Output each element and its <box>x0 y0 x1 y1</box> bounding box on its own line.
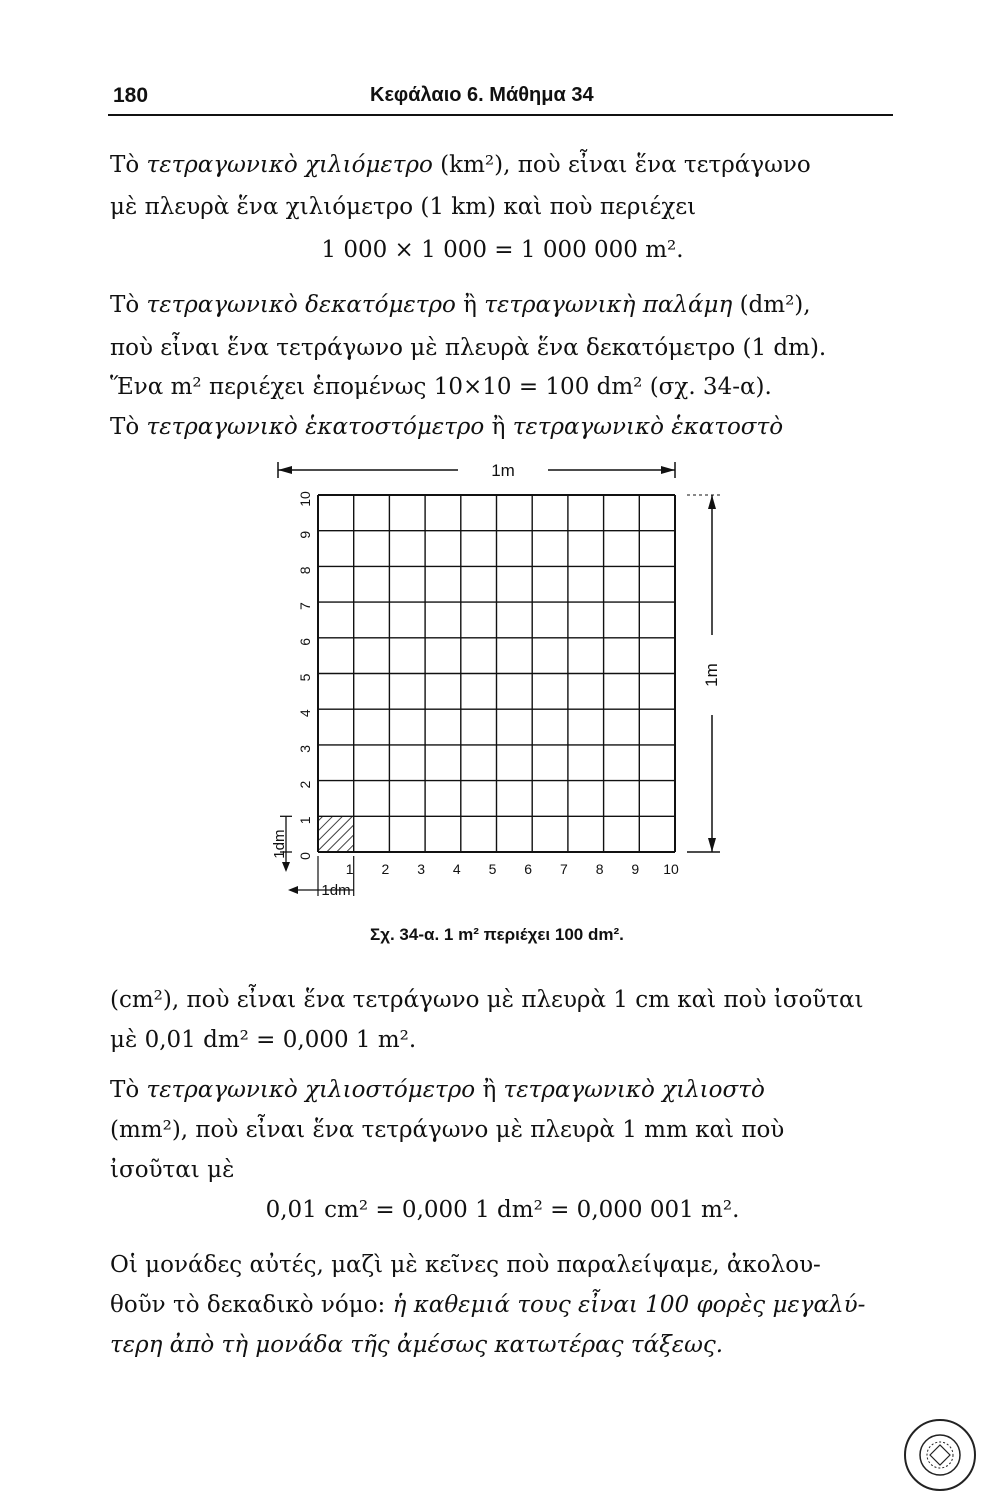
formula-2: 0,01 cm² = 0,000 1 dm² = 0,000 001 m². <box>265 1197 740 1223</box>
y-tick-label: 5 <box>297 673 313 682</box>
header-rule <box>108 114 893 116</box>
term-mm2-alt: τετραγωνικὸ χιλιοστὸ <box>503 1077 765 1103</box>
term-dm2: τετραγωνικὸ δεκατόμετρο <box>146 292 456 318</box>
p2-line-2: ποὺ εἶναι ἕνα τετράγωνο μὲ πλευρὰ ἕνα δεκατόμετρο (1 dm). <box>110 335 827 361</box>
arrowhead <box>661 466 675 474</box>
figure-caption: Σχ. 34-α. 1 m² περιέχει 100 dm². <box>370 925 624 944</box>
hatched-dm2-cell <box>318 816 354 852</box>
y-tick-label: 4 <box>297 709 313 718</box>
x-tick-label: 6 <box>524 861 533 877</box>
arrowhead <box>278 466 292 474</box>
p5-line-3: τερη ἀπὸ τὴ μονάδα τῆς ἀμέσως κατωτέρας τάξεως. <box>110 1332 724 1358</box>
p1-line-1: Τὸ τετραγωνικὸ χιλιόμετρο (km²), ποὺ εἶναι ἕνα τετράγωνο <box>110 152 811 178</box>
page-number: 180 <box>113 84 149 107</box>
p2-line-1: Τὸ τετραγωνικὸ δεκατόμετρο ἢ τετραγωνικὴ παλάμη (dm²), <box>110 292 811 318</box>
y-tick-label: 3 <box>297 745 313 753</box>
arrowhead <box>282 862 290 872</box>
dim-label-right: 1m <box>702 663 721 687</box>
y-tick-label: 1 <box>297 816 313 825</box>
term-cm2-alt: τετραγωνικὸ ἑκατοστὸ <box>512 414 784 440</box>
p4-line-1: Τὸ τετραγωνικὸ χιλιοστόμετρο ἢ τετραγωνικὸ χιλιοστὸ <box>110 1077 765 1103</box>
x-tick-label: 10 <box>663 861 679 877</box>
p3-line-1: Τὸ τετραγωνικὸ ἑκατοστόμετρο ἢ τετραγωνικὸ ἑκατοστὸ <box>110 414 784 440</box>
y-tick-label: 2 <box>297 780 313 789</box>
x-tick-label: 2 <box>381 861 390 877</box>
x-tick-label: 1 <box>345 861 354 877</box>
p3-line-3: μὲ 0,01 dm² = 0,000 1 m². <box>110 1027 417 1053</box>
arrowhead <box>708 495 716 509</box>
dim-label-top: 1m <box>491 461 515 480</box>
p3-line-2: (cm²), ποὺ εἶναι ἕνα τετράγωνο μὲ πλευρὰ 1 cm καὶ ποὺ ἰσοῦται <box>110 987 864 1013</box>
p5-line-2: θοῦν τὸ δεκαδικὸ νόμο: ἡ καθεμιά τους εἶναι 100 φορὲς μεγαλύ- <box>110 1292 866 1318</box>
term-km2: τετραγωνικὸ χιλιόμετρο <box>146 152 433 178</box>
foundation-seal-icon <box>900 1415 980 1495</box>
formula-1: 1 000 × 1 000 = 1 000 000 m². <box>321 237 684 263</box>
x-tick-label: 5 <box>488 861 497 877</box>
running-header: Κεφάλαιο 6. Μάθημα 34 <box>370 84 594 106</box>
y-tick-label: 6 <box>297 637 313 646</box>
y-tick-label: 9 <box>297 530 313 539</box>
y-tick-label: 8 <box>297 566 313 575</box>
arrowhead <box>288 886 298 894</box>
x-tick-label: 3 <box>417 861 425 877</box>
y-tick-label: 10 <box>297 491 313 507</box>
p4-line-3: ἰσοῦται μὲ <box>110 1157 235 1183</box>
x-tick-label: 4 <box>452 861 461 877</box>
term-cm2: τετραγωνικὸ ἑκατοστόμετρο <box>146 414 485 440</box>
term-mm2: τετραγωνικὸ χιλιοστόμετρο <box>146 1077 476 1103</box>
p1-line-2: μὲ πλευρὰ ἕνα χιλιόμετρο (1 km) καὶ ποὺ περιέχει <box>110 194 697 220</box>
x-tick-label: 7 <box>560 861 568 877</box>
dim-label-left: 1dm <box>271 829 288 859</box>
dim-label-bottom: 1dm <box>321 882 351 899</box>
figure-34a <box>250 448 730 918</box>
y-tick-label: 7 <box>297 602 313 610</box>
y-tick-label: 0 <box>297 852 313 860</box>
x-tick-label: 9 <box>631 861 640 877</box>
p4-line-2: (mm²), ποὺ εἶναι ἕνα τετράγωνο μὲ πλευρὰ 1 mm καὶ ποὺ <box>110 1117 785 1143</box>
x-tick-label: 8 <box>595 861 604 877</box>
arrowhead <box>708 838 716 852</box>
p5-line-1: Οἱ μονάδες αὐτές, μαζὶ μὲ κεῖνες ποὺ παραλείψαμε, ἀκολου- <box>110 1252 821 1278</box>
p2-line-3: Ἕνα m² περιέχει ἑπομένως 10×10 = 100 dm² (σχ. 34-α). <box>110 374 772 400</box>
decimal-law-emphasis: ἡ καθεμιά τους εἶναι 100 φορὲς μεγαλύ- <box>392 1292 866 1318</box>
term-palami: τετραγωνικὴ παλάμη <box>484 292 733 318</box>
